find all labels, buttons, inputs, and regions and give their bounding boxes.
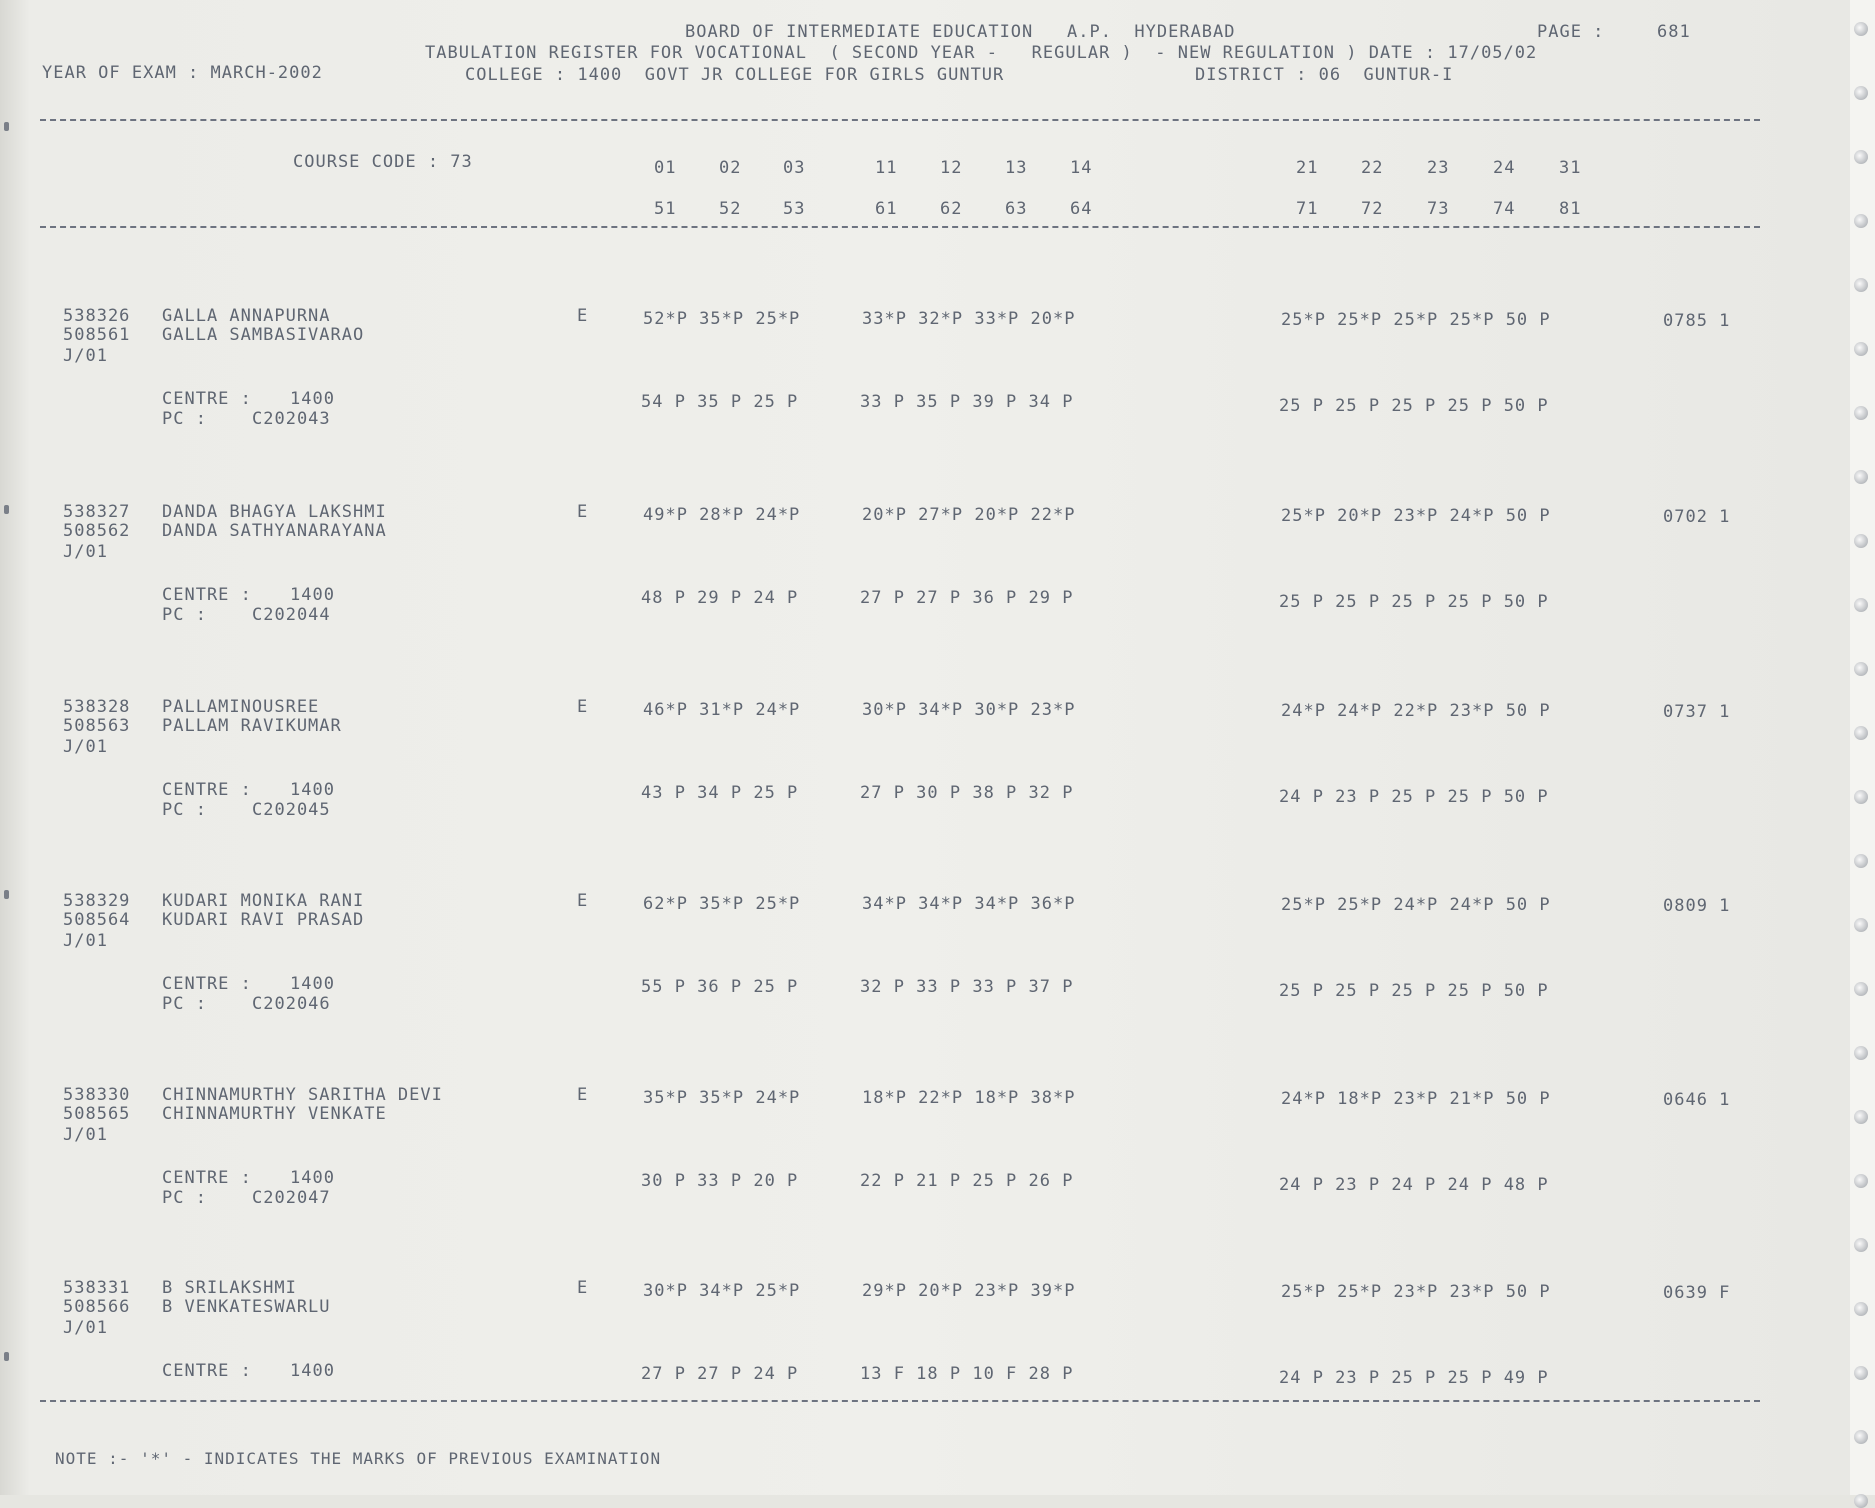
student-name: GALLA ANNAPURNA <box>162 306 331 326</box>
total-result: 0809 1 <box>1663 896 1731 916</box>
father-name: GALLA SAMBASIVARAO <box>162 325 365 345</box>
course-code: COURSE CODE : 73 <box>293 152 473 172</box>
feed-hole <box>1854 406 1868 420</box>
margin-mark <box>4 890 9 899</box>
column-code: 31 <box>1559 158 1582 178</box>
marks-row2-part1: 27 P 27 P 24 P <box>641 1364 799 1384</box>
feed-hole <box>1854 790 1868 804</box>
total-result: 0646 1 <box>1663 1090 1731 1110</box>
marks-row1-part2: 30*P 34*P 30*P 23*P <box>862 700 1076 720</box>
marks-row1-part1: 52*P 35*P 25*P <box>643 309 801 329</box>
feed-hole <box>1854 214 1868 228</box>
column-code: 02 <box>719 158 742 178</box>
marks-row1-part3: 24*P 24*P 22*P 23*P 50 P <box>1281 701 1551 721</box>
feed-hole <box>1854 1430 1868 1444</box>
medium: E <box>577 697 589 717</box>
pc-number: C202045 <box>252 800 331 820</box>
marks-row2-part2: 33 P 35 P 39 P 34 P <box>860 392 1074 412</box>
student-reg-no: 538330 <box>63 1085 131 1105</box>
column-code: 21 <box>1296 158 1319 178</box>
separator-line <box>40 119 1760 121</box>
separator-line <box>40 226 1760 228</box>
column-code: 73 <box>1427 199 1450 219</box>
marks-row1-part3: 25*P 25*P 23*P 23*P 50 P <box>1281 1282 1551 1302</box>
margin-mark <box>4 122 9 131</box>
feed-hole <box>1854 278 1868 292</box>
student-hall-ticket: 508561 <box>63 325 131 345</box>
pc-label: PC : <box>162 409 207 429</box>
feed-hole <box>1854 726 1868 740</box>
feed-hole <box>1854 1174 1868 1188</box>
district-line: DISTRICT : 06 GUNTUR-I <box>1195 65 1454 85</box>
student-name: KUDARI MONIKA RANI <box>162 891 365 911</box>
father-name: PALLAM RAVIKUMAR <box>162 716 342 736</box>
student-hall-ticket: 508562 <box>63 521 131 541</box>
student-group: J/01 <box>63 1318 108 1338</box>
feed-hole <box>1854 1366 1868 1380</box>
marks-row1-part2: 18*P 22*P 18*P 38*P <box>862 1088 1076 1108</box>
student-reg-no: 538331 <box>63 1278 131 1298</box>
pc-label: PC : <box>162 994 207 1014</box>
centre-label: CENTRE : <box>162 974 252 994</box>
medium: E <box>577 891 589 911</box>
medium: E <box>577 502 589 522</box>
feed-hole <box>1854 342 1868 356</box>
marks-row1-part3: 25*P 20*P 23*P 24*P 50 P <box>1281 506 1551 526</box>
total-result: 0702 1 <box>1663 507 1731 527</box>
marks-row2-part3: 25 P 25 P 25 P 25 P 50 P <box>1279 981 1549 1001</box>
centre-number: 1400 <box>290 585 335 605</box>
column-code: 61 <box>875 199 898 219</box>
feed-hole <box>1854 1238 1868 1252</box>
tractor-feed-strip <box>1850 0 1875 1495</box>
marks-row2-part2: 27 P 27 P 36 P 29 P <box>860 588 1074 608</box>
column-code: 52 <box>719 199 742 219</box>
marks-row1-part2: 34*P 34*P 34*P 36*P <box>862 894 1076 914</box>
column-code: 22 <box>1361 158 1384 178</box>
student-hall-ticket: 508563 <box>63 716 131 736</box>
feed-hole <box>1854 534 1868 548</box>
student-group: J/01 <box>63 542 108 562</box>
column-code: 71 <box>1296 199 1319 219</box>
marks-row2-part1: 48 P 29 P 24 P <box>641 588 799 608</box>
feed-hole <box>1854 598 1868 612</box>
student-reg-no: 538329 <box>63 891 131 911</box>
margin-mark <box>4 505 9 514</box>
column-code: 11 <box>875 158 898 178</box>
feed-hole <box>1854 918 1868 932</box>
father-name: CHINNAMURTHY VENKATE <box>162 1104 387 1124</box>
feed-hole <box>1854 1302 1868 1316</box>
centre-label: CENTRE : <box>162 389 252 409</box>
total-result: 0737 1 <box>1663 702 1731 722</box>
total-result: 0639 F <box>1663 1283 1731 1303</box>
feed-hole <box>1854 150 1868 164</box>
centre-label: CENTRE : <box>162 1361 252 1381</box>
page-number: 681 <box>1657 22 1691 42</box>
column-code: 81 <box>1559 199 1582 219</box>
marks-row1-part1: 35*P 35*P 24*P <box>643 1088 801 1108</box>
marks-row2-part3: 25 P 25 P 25 P 25 P 50 P <box>1279 396 1549 416</box>
column-code: 14 <box>1070 158 1093 178</box>
marks-row2-part3: 24 P 23 P 24 P 24 P 48 P <box>1279 1175 1549 1195</box>
footnote: NOTE :- '*' - INDICATES THE MARKS OF PREVIOUS EXAMINATION <box>55 1449 662 1468</box>
margin-mark <box>4 1352 9 1361</box>
marks-row2-part2: 22 P 21 P 25 P 26 P <box>860 1171 1074 1191</box>
student-name: PALLAMINOUSREE <box>162 697 320 717</box>
separator-line <box>40 1400 1760 1402</box>
total-result: 0785 1 <box>1663 311 1731 331</box>
marks-row2-part2: 32 P 33 P 33 P 37 P <box>860 977 1074 997</box>
centre-number: 1400 <box>290 974 335 994</box>
board-title: BOARD OF INTERMEDIATE EDUCATION A.P. HYDERABAD <box>685 22 1236 42</box>
marks-row1-part1: 62*P 35*P 25*P <box>643 894 801 914</box>
father-name: KUDARI RAVI PRASAD <box>162 910 365 930</box>
marks-row1-part1: 49*P 28*P 24*P <box>643 505 801 525</box>
student-hall-ticket: 508566 <box>63 1297 131 1317</box>
pc-label: PC : <box>162 800 207 820</box>
student-group: J/01 <box>63 931 108 951</box>
student-group: J/01 <box>63 737 108 757</box>
student-name: DANDA BHAGYA LAKSHMI <box>162 502 387 522</box>
college-line: COLLEGE : 1400 GOVT JR COLLEGE FOR GIRLS GUNTUR <box>465 65 1005 85</box>
column-code: 01 <box>654 158 677 178</box>
column-code: 12 <box>940 158 963 178</box>
medium: E <box>577 1278 589 1298</box>
pc-number: C202043 <box>252 409 331 429</box>
centre-number: 1400 <box>290 780 335 800</box>
student-hall-ticket: 508564 <box>63 910 131 930</box>
centre-label: CENTRE : <box>162 1168 252 1188</box>
centre-number: 1400 <box>290 1361 335 1381</box>
centre-label: CENTRE : <box>162 585 252 605</box>
student-group: J/01 <box>63 1125 108 1145</box>
marks-row1-part2: 20*P 27*P 20*P 22*P <box>862 505 1076 525</box>
pc-number: C202044 <box>252 605 331 625</box>
feed-hole <box>1854 982 1868 996</box>
marks-row1-part3: 24*P 18*P 23*P 21*P 50 P <box>1281 1089 1551 1109</box>
column-code: 03 <box>783 158 806 178</box>
marks-row1-part1: 46*P 31*P 24*P <box>643 700 801 720</box>
medium: E <box>577 306 589 326</box>
student-name: CHINNAMURTHY SARITHA DEVI <box>162 1085 443 1105</box>
marks-row2-part3: 24 P 23 P 25 P 25 P 50 P <box>1279 787 1549 807</box>
column-code: 62 <box>940 199 963 219</box>
pc-label: PC : <box>162 605 207 625</box>
marks-row2-part3: 24 P 23 P 25 P 25 P 49 P <box>1279 1368 1549 1388</box>
father-name: B VENKATESWARLU <box>162 1297 331 1317</box>
marks-row2-part2: 13 F 18 P 10 F 28 P <box>860 1364 1074 1384</box>
column-code: 74 <box>1493 199 1516 219</box>
pc-number: C202047 <box>252 1188 331 1208</box>
column-code: 63 <box>1005 199 1028 219</box>
column-code: 72 <box>1361 199 1384 219</box>
marks-row2-part1: 55 P 36 P 25 P <box>641 977 799 997</box>
medium: E <box>577 1085 589 1105</box>
student-reg-no: 538327 <box>63 502 131 522</box>
marks-row1-part3: 25*P 25*P 25*P 25*P 50 P <box>1281 310 1551 330</box>
student-reg-no: 538328 <box>63 697 131 717</box>
centre-label: CENTRE : <box>162 780 252 800</box>
student-group: J/01 <box>63 346 108 366</box>
feed-hole <box>1854 662 1868 676</box>
column-code: 53 <box>783 199 806 219</box>
marks-row2-part1: 43 P 34 P 25 P <box>641 783 799 803</box>
marks-row1-part2: 33*P 32*P 33*P 20*P <box>862 309 1076 329</box>
feed-hole <box>1854 1494 1868 1508</box>
student-name: B SRILAKSHMI <box>162 1278 297 1298</box>
pc-label: PC : <box>162 1188 207 1208</box>
centre-number: 1400 <box>290 389 335 409</box>
feed-hole <box>1854 86 1868 100</box>
column-code: 13 <box>1005 158 1028 178</box>
student-reg-no: 538326 <box>63 306 131 326</box>
column-code: 23 <box>1427 158 1450 178</box>
column-code: 51 <box>654 199 677 219</box>
marks-row2-part2: 27 P 30 P 38 P 32 P <box>860 783 1074 803</box>
marks-row2-part1: 54 P 35 P 25 P <box>641 392 799 412</box>
pc-number: C202046 <box>252 994 331 1014</box>
exam-year: YEAR OF EXAM : MARCH-2002 <box>42 63 323 83</box>
marks-row1-part3: 25*P 25*P 24*P 24*P 50 P <box>1281 895 1551 915</box>
student-hall-ticket: 508565 <box>63 1104 131 1124</box>
centre-number: 1400 <box>290 1168 335 1188</box>
marks-row1-part1: 30*P 34*P 25*P <box>643 1281 801 1301</box>
column-code: 64 <box>1070 199 1093 219</box>
father-name: DANDA SATHYANARAYANA <box>162 521 387 541</box>
feed-hole <box>1854 854 1868 868</box>
page-label: PAGE : <box>1537 22 1605 42</box>
feed-hole <box>1854 470 1868 484</box>
feed-hole <box>1854 1110 1868 1124</box>
feed-hole <box>1854 22 1868 36</box>
column-code: 24 <box>1493 158 1516 178</box>
feed-hole <box>1854 1046 1868 1060</box>
marks-row2-part1: 30 P 33 P 20 P <box>641 1171 799 1191</box>
register-title: TABULATION REGISTER FOR VOCATIONAL ( SECOND YEAR - REGULAR ) - NEW REGULATION ) DATE : 17/05/02 <box>425 43 1538 63</box>
marks-row1-part2: 29*P 20*P 23*P 39*P <box>862 1281 1076 1301</box>
marks-row2-part3: 25 P 25 P 25 P 25 P 50 P <box>1279 592 1549 612</box>
